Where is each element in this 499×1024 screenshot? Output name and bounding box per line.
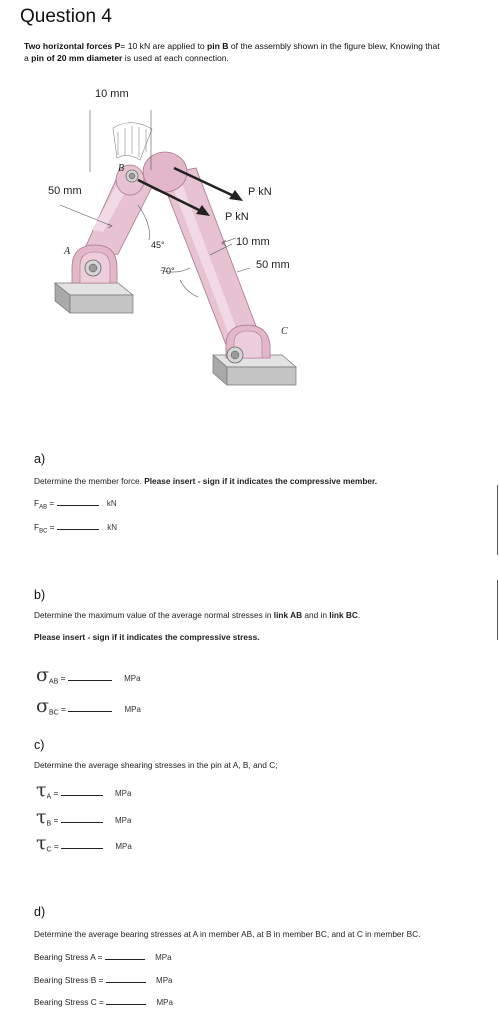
part-b-instruction: Determine the maximum value of the average normal stresses in link AB and in link BC.	[34, 610, 361, 620]
dim-label-right-1: 10 mm	[236, 236, 270, 248]
clevis-c	[226, 325, 270, 363]
answer-row-tau-a: $\tau_A$ = MPa	[36, 779, 132, 801]
dim-label-left: 50 mm	[48, 185, 82, 197]
part-b-note: Please insert - sign if it indicates the compressive stress.	[34, 632, 260, 642]
pin-detail	[113, 123, 152, 160]
answer-row-bearing-c: Bearing Stress C = MPa	[34, 997, 173, 1007]
sigma-ab-answer-field[interactable]	[68, 680, 112, 681]
force-label-upper: P kN	[248, 186, 272, 198]
point-label-b: B	[118, 163, 125, 174]
answer-row-sigma-ab: $\sigma_{AB}$ = MPa	[36, 664, 141, 686]
answer-row-bearing-b: Bearing Stress B = MPa	[34, 975, 173, 985]
tau-a-answer-field[interactable]	[61, 795, 103, 796]
question-title: Question 4	[20, 6, 112, 27]
side-rule-2	[497, 580, 498, 640]
bearing-a-answer-field[interactable]	[105, 959, 145, 960]
part-b-label: b)	[34, 588, 46, 602]
answer-row-bearing-a: Bearing Stress A = MPa	[34, 952, 172, 962]
dim-label-top: 10 mm	[95, 88, 129, 100]
part-c-instruction: Determine the average shearing stresses in the pin at A, B, and C;	[34, 760, 278, 770]
part-a-label: a)	[34, 452, 46, 466]
base-a	[55, 283, 133, 313]
part-c-label: c)	[34, 738, 45, 752]
statement-line-1: Two horizontal forces P= 10 kN are applied to pin B of the assembly shown in the figure blew, Knowing that	[24, 41, 440, 51]
point-label-a: A	[64, 246, 71, 257]
answer-row-sigma-bc: $\sigma_{BC}$ = MPa	[36, 695, 141, 717]
part-a-instruction: Determine the member force. Please insert - sign if it indicates the compressive member.	[34, 476, 378, 486]
bearing-b-answer-field[interactable]	[106, 982, 146, 983]
base-c	[213, 355, 296, 385]
answer-row-tau-c: $\tau_C$ = MPa	[36, 832, 132, 854]
part-d-instruction: Determine the average bearing stresses at A in member AB, at B in member BC, and at C in member BC.	[34, 929, 421, 939]
tau-c-answer-field[interactable]	[61, 848, 103, 849]
answer-row-fbc: $F_{BC}$ = kN	[34, 522, 117, 535]
part-d-label: d)	[34, 905, 46, 919]
fab-answer-field[interactable]	[57, 505, 99, 506]
fbc-answer-field[interactable]	[57, 529, 99, 530]
answer-row-tau-b: $\tau_B$ = MPa	[36, 806, 132, 828]
answer-row-fab: $F_{AB}$ = kN	[34, 498, 117, 511]
bearing-c-answer-field[interactable]	[106, 1004, 146, 1005]
tau-b-answer-field[interactable]	[61, 822, 103, 823]
sigma-bc-answer-field[interactable]	[68, 711, 112, 712]
side-rule	[497, 485, 498, 555]
angle-label-45: 45°	[151, 240, 165, 250]
link-bc	[160, 168, 262, 350]
angle-label-70: 70°	[161, 266, 175, 276]
dim-label-right-2: 50 mm	[256, 259, 290, 271]
point-label-c: C	[281, 326, 288, 337]
statement-line-2: a pin of 20 mm diameter is used at each connection.	[24, 53, 229, 63]
assembly-figure	[0, 0, 499, 430]
clevis-a	[72, 245, 117, 283]
force-label-lower: P kN	[225, 211, 249, 223]
